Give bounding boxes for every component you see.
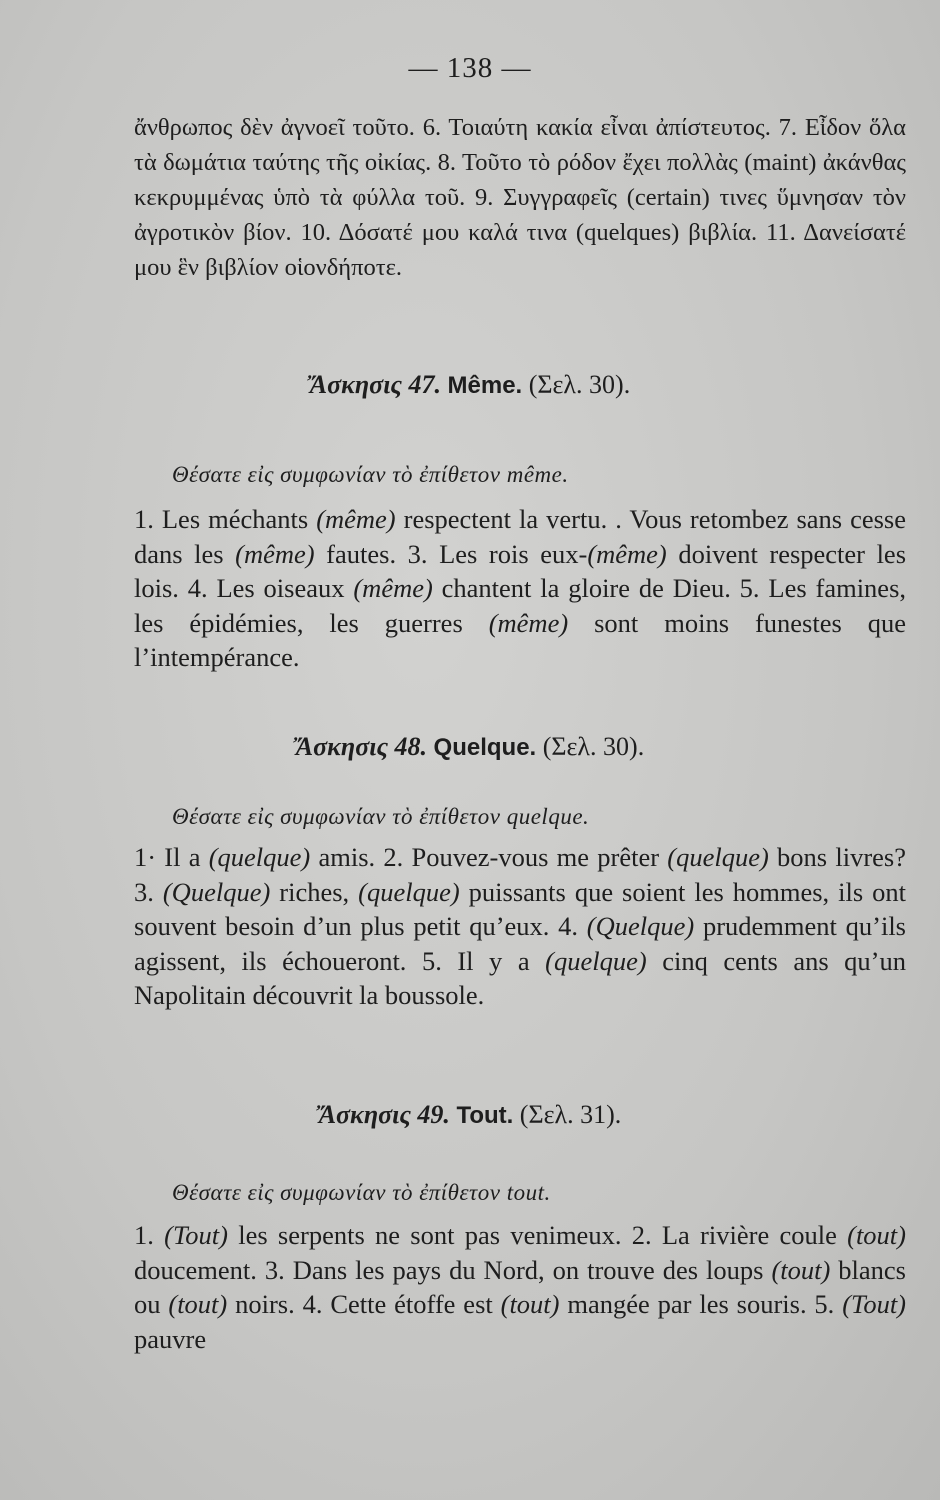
blank-word: (même) [316,504,396,534]
exercise-49-text [134,1218,906,1356]
blank-word: (quelque) [667,842,769,872]
blank-word: (même) [235,538,315,569]
blank-word: (tout) [771,1254,831,1285]
exercise-47-label: Ἄσκησις 47. [309,370,442,399]
text-run: 1. Les méchants [134,504,317,534]
exercise-48-label: Ἄσκησις 48. [295,732,428,761]
text-run: doivent respecter les lois. 4. Les oiseaux [134,538,907,603]
exercise-49-ref: (Σελ. 31). [519,1100,622,1129]
text-run: cinq cents ans qu’un Napolitain découvrit la boussole. [134,945,906,1010]
blank-word: (Quelque) [162,876,271,907]
exercise-47-paragraph [134,502,906,675]
blank-word: (même) [353,573,433,603]
text-run: riches, [270,876,359,907]
blank-word: (même) [587,538,667,569]
text-run: pauvre [134,1323,207,1354]
text-run: doucement. 3. Dans les pays du Nord, on trouve des loups [134,1254,772,1285]
exercise-48-paragraph [134,840,906,1013]
text-run: bons livres? 3. [134,842,906,907]
exercise-49-paragraph [134,1218,906,1356]
exercise-47-word: Même. [447,372,523,399]
intro-text: ἄνθρωπος δὲν ἀγνοεῖ τοῦτο. 6. Τοιαύτη κακία εἶναι ἀπίστευτος. 7. Εἶδον ὅλα τὰ δωμάτια ταύτης τῆς οἰκίας. 8. Τοῦτο τὸ ρόδον ἔχει πολλὰς (maint) ἀκάνθας κεκρυμμένας ὑπὸ τὰ φύλλα τοῦ. 9. Συγγραφεῖς (certain) τινες ὕμνησαν τὸν ἀγροτικὸν βίον. 10. Δόσατέ μου καλά τινα (quelques) βιβλία. 11. Δανείσατέ μου ἓν βιβλίον οἱονδήποτε. [134,114,906,281]
text-run: blancs ou [134,1254,906,1319]
exercise-47-instruction: Θέσατε εἰς συμφωνίαν τὸ ἐπίθετον même. [172,462,569,487]
text-run: puissants que soient les hommes, ils ont souvent besoin d’un plus petit qu’eux. 4. [134,876,907,941]
exercise-48-heading [0,732,940,762]
exercise-47-heading [0,370,940,400]
exercise-47-text [134,502,906,675]
page-number: — 138 — [408,52,532,84]
exercise-48-word: Quelque. [433,734,537,761]
exercise-47-ref: (Σελ. 30). [528,370,631,399]
exercise-49-heading [0,1100,940,1130]
text-run: mangée par les souris. 5. [559,1289,843,1319]
text-run: amis. 2. Pouvez-vous me prêter [310,842,668,872]
blank-word: (Tout) [842,1289,907,1319]
blank-word: (même) [488,607,569,638]
blank-word: (quelque) [545,945,647,976]
exercise-49-word: Tout. [456,1102,514,1129]
text-run: 1. [134,1220,165,1250]
blank-word: (Tout) [164,1220,228,1250]
text-run: fautes. 3. Les rois eux- [314,538,588,569]
blank-word: (Quelque) [586,911,695,941]
blank-word: (tout) [168,1289,228,1319]
text-run: les serpents ne sont pas venimeux. 2. La rivière coule [227,1220,848,1250]
text-run: prudemment qu’ils agissent, ils échoueront. 5. Il y a [134,911,906,976]
exercise-48-ref: (Σελ. 30). [542,732,645,761]
blank-word: (tout) [847,1220,906,1250]
text-run: sont moins funestes que l’intempérance. [134,607,906,672]
exercise-48-instruction: Θέσατε εἰς συμφωνίαν τὸ ἐπίθετον quelque. [172,804,590,829]
text-run: 1· Il a [134,842,209,872]
blank-word: (quelque) [358,876,460,907]
exercise-49-instruction: Θέσατε εἰς συμφωνίαν τὸ ἐπίθετον tout. [172,1180,551,1205]
exercise-49-label: Ἄσκησις 49. [318,1100,450,1129]
exercise-48-text [134,840,906,1013]
text-run: noirs. 4. Cette étoffe est [227,1289,501,1319]
intro-paragraph [134,110,906,285]
text-run: chantent la gloire de Dieu. 5. Les famines, les épidémies, les guerres [134,573,907,638]
text-run: respectent la vertu. . Vous retombez sans cesse dans les [134,504,906,569]
blank-word: (quelque) [208,842,311,872]
blank-word: (tout) [500,1289,560,1319]
